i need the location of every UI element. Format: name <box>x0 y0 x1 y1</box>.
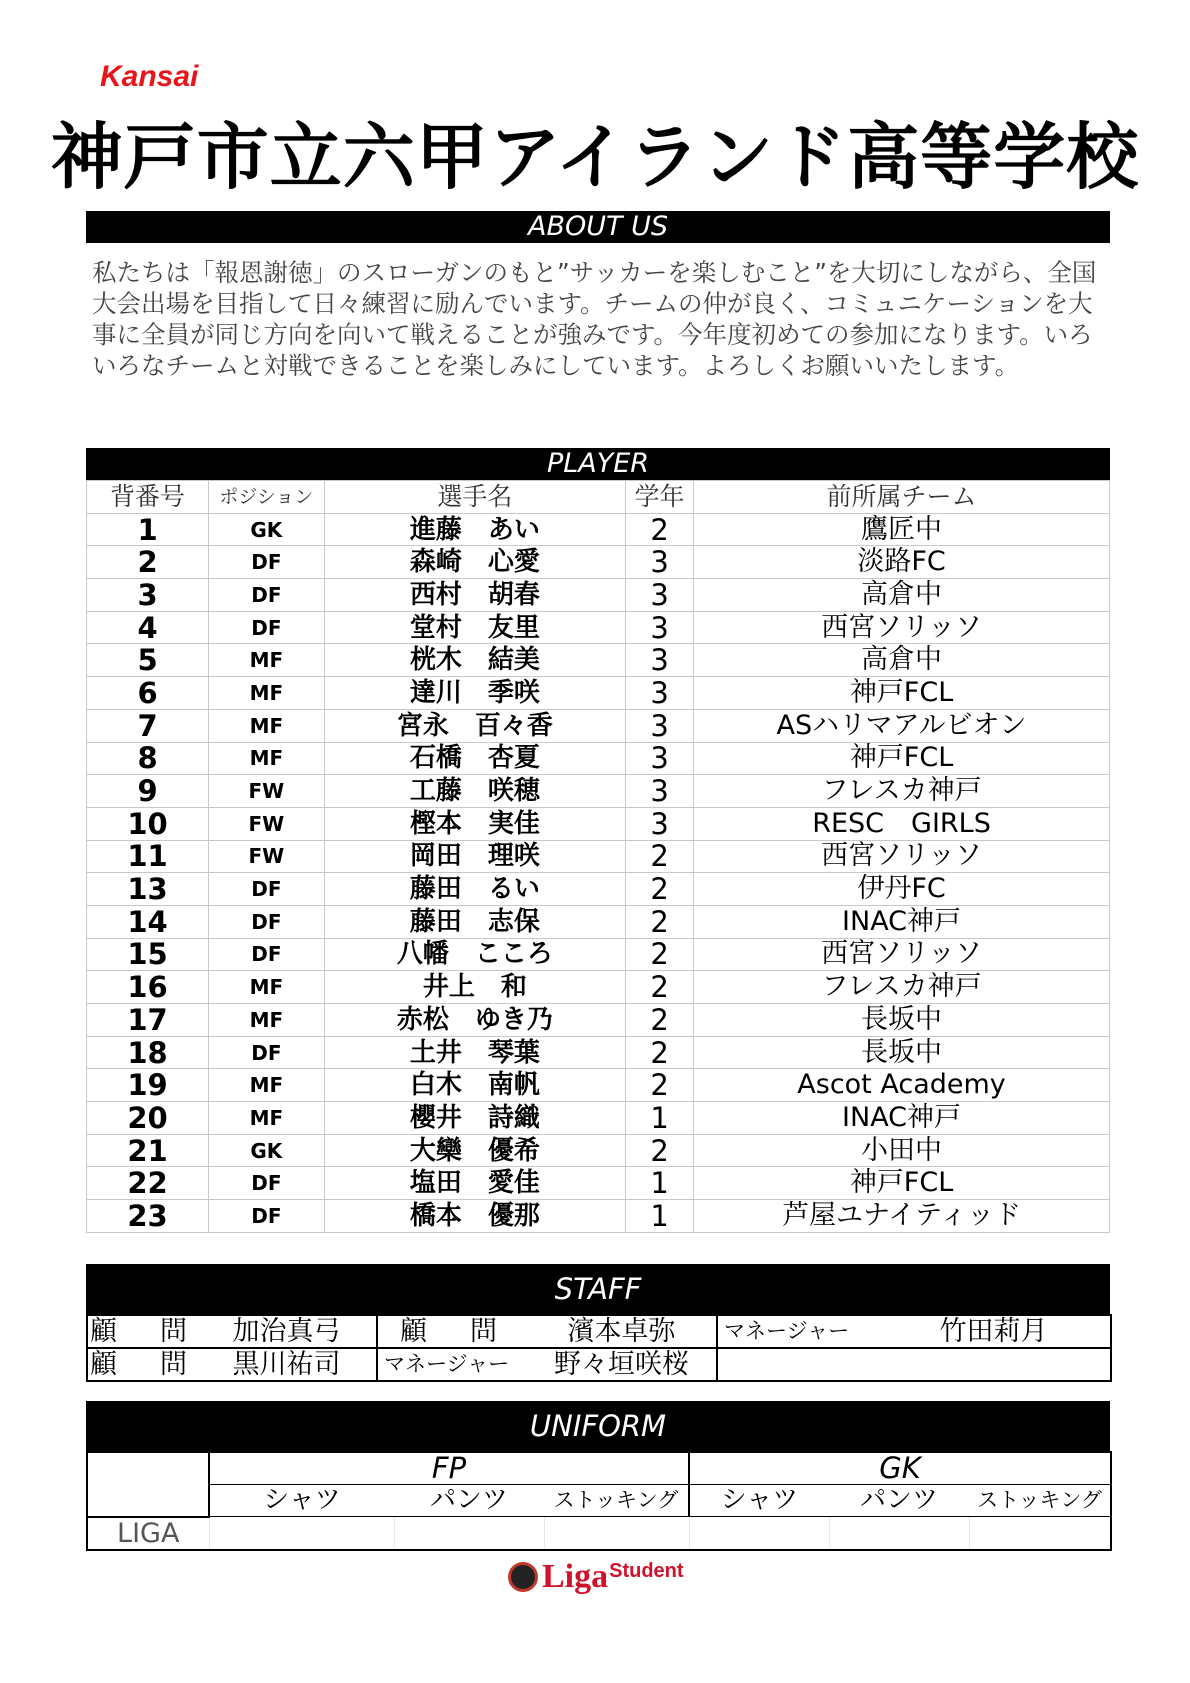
player-previous-team: 高倉中 <box>694 644 1110 677</box>
logo-liga-text: Liga <box>542 1558 609 1595</box>
player-name: 石橋 杏夏 <box>324 742 625 775</box>
player-name: 塩田 愛佳 <box>324 1167 625 1200</box>
player-position: DF <box>209 938 325 971</box>
uniform-row-label: LIGA <box>87 1517 209 1550</box>
player-grade: 1 <box>626 1102 694 1135</box>
player-number: 5 <box>87 644 209 677</box>
player-position: MF <box>209 677 325 710</box>
player-position: FW <box>209 775 325 808</box>
player-row <box>87 677 1110 710</box>
uniform-cell <box>544 1517 689 1550</box>
player-previous-team: ASハリマアルビオン <box>694 709 1110 742</box>
player-name: 工藤 咲穂 <box>324 775 625 808</box>
player-name: 宮永 百々香 <box>324 709 625 742</box>
player-position: GK <box>209 1134 325 1167</box>
player-row <box>87 775 1110 808</box>
player-name: 樫本 実佳 <box>324 807 625 840</box>
uniform-header: UNIFORM <box>86 1401 1110 1451</box>
uniform-item-shirt: シャツ <box>209 1485 394 1517</box>
player-previous-team: Ascot Academy <box>694 1069 1110 1102</box>
liga-student-logo <box>508 1560 684 1594</box>
logo-ball-icon <box>508 1562 538 1592</box>
player-row <box>87 644 1110 677</box>
player-number: 19 <box>87 1069 209 1102</box>
player-grade: 3 <box>626 579 694 612</box>
player-number: 22 <box>87 1167 209 1200</box>
school-name: 神戸市立六甲アイランド高等学校 <box>50 115 1140 199</box>
player-table-body <box>87 513 1110 1232</box>
player-grade: 2 <box>626 873 694 906</box>
player-name: 赤松 ゆき乃 <box>324 1004 625 1037</box>
player-name: 森崎 心愛 <box>324 546 625 579</box>
player-grade: 1 <box>626 1167 694 1200</box>
staff-header: STAFF <box>86 1264 1110 1314</box>
player-row <box>87 873 1110 906</box>
staff-role: 顧 問 <box>87 1348 197 1381</box>
player-number: 2 <box>87 546 209 579</box>
player-grade: 2 <box>626 513 694 546</box>
player-grade: 3 <box>626 709 694 742</box>
about-us-header: ABOUT US <box>86 211 1110 243</box>
player-row <box>87 611 1110 644</box>
staff-role: 顧 問 <box>377 1315 527 1348</box>
player-position: DF <box>209 1200 325 1233</box>
player-name: 藤田 るい <box>324 873 625 906</box>
player-name: 達川 季咲 <box>324 677 625 710</box>
col-header-name: 選手名 <box>324 481 625 514</box>
player-name: 堂村 友里 <box>324 611 625 644</box>
player-grade: 2 <box>626 1004 694 1037</box>
player-row <box>87 1004 1110 1037</box>
player-grade: 2 <box>626 971 694 1004</box>
player-position: MF <box>209 742 325 775</box>
staff-name: 竹田莉月 <box>877 1315 1111 1348</box>
player-previous-team: 西宮ソリッソ <box>694 840 1110 873</box>
col-header-number: 背番号 <box>87 481 209 514</box>
about-us-text: 私たちは「報恩謝徳」のスローガンのもと”サッカーを楽しむこと”を大切にしながら、全国大会出場を目指して日々練習に励んでいます。チームの仲が良く、コミュニケーションを大事に全員が同じ方向を向いて戦えることが強みです。今年度初めての参加になります。いろいろなチームと対戦できることを楽しみにしています。よろしくお願いいたします。 <box>92 258 1097 380</box>
player-number: 23 <box>87 1200 209 1233</box>
player-position: MF <box>209 1004 325 1037</box>
uniform-group-gk: GK <box>689 1452 1111 1485</box>
player-position: DF <box>209 546 325 579</box>
uniform-cell <box>689 1517 829 1550</box>
player-previous-team: 鷹匠中 <box>694 513 1110 546</box>
uniform-group-fp: FP <box>209 1452 689 1485</box>
player-number: 8 <box>87 742 209 775</box>
staff-table <box>86 1314 1112 1382</box>
uniform-item-pants: パンツ <box>860 1485 939 1515</box>
player-name: 井上 和 <box>324 971 625 1004</box>
player-position: DF <box>209 1036 325 1069</box>
player-grade: 3 <box>626 611 694 644</box>
player-grade: 3 <box>626 546 694 579</box>
player-position: MF <box>209 1069 325 1102</box>
player-position: GK <box>209 513 325 546</box>
region-label: Kansai <box>100 60 199 93</box>
player-row <box>87 1167 1110 1200</box>
player-name: 進藤 あい <box>324 513 625 546</box>
player-number: 4 <box>87 611 209 644</box>
player-number: 9 <box>87 775 209 808</box>
player-name: 大欒 優希 <box>324 1134 625 1167</box>
staff-name: 黒川祐司 <box>197 1348 377 1381</box>
player-position: DF <box>209 579 325 612</box>
col-header-previous-team: 前所属チーム <box>694 481 1110 514</box>
uniform-item-stockings: ストッキング <box>977 1488 1102 1512</box>
col-header-grade: 学年 <box>626 481 694 514</box>
staff-role <box>717 1348 877 1381</box>
uniform-cell <box>829 1517 969 1550</box>
player-number: 20 <box>87 1102 209 1135</box>
player-previous-team: 神戸FCL <box>694 742 1110 775</box>
player-table-header-row <box>87 481 1110 514</box>
player-number: 17 <box>87 1004 209 1037</box>
player-name: 白木 南帆 <box>324 1069 625 1102</box>
player-name: 藤田 志保 <box>324 905 625 938</box>
player-previous-team: 伊丹FC <box>694 873 1110 906</box>
staff-name: 加治真弓 <box>197 1315 377 1348</box>
player-grade: 2 <box>626 1036 694 1069</box>
player-grade: 3 <box>626 677 694 710</box>
player-row <box>87 742 1110 775</box>
player-row <box>87 1036 1110 1069</box>
player-row <box>87 840 1110 873</box>
uniform-cell <box>394 1517 544 1550</box>
player-number: 16 <box>87 971 209 1004</box>
player-grade: 2 <box>626 938 694 971</box>
uniform-cell <box>969 1517 1111 1550</box>
player-row <box>87 971 1110 1004</box>
player-number: 14 <box>87 905 209 938</box>
player-grade: 3 <box>626 775 694 808</box>
player-row <box>87 1102 1110 1135</box>
player-row <box>87 579 1110 612</box>
player-row <box>87 807 1110 840</box>
player-previous-team: INAC神戸 <box>694 1102 1110 1135</box>
uniform-item-stockings: ストッキング <box>553 1488 679 1512</box>
staff-name <box>877 1348 1111 1381</box>
player-position: DF <box>209 873 325 906</box>
player-row <box>87 905 1110 938</box>
player-grade: 3 <box>626 742 694 775</box>
player-grade: 2 <box>626 905 694 938</box>
player-position: FW <box>209 840 325 873</box>
staff-row <box>87 1348 1111 1381</box>
staff-role: マネージャー <box>717 1315 877 1348</box>
uniform-group-row <box>87 1452 1111 1485</box>
player-header: PLAYER <box>86 448 1110 480</box>
player-name: 橋本 優那 <box>324 1200 625 1233</box>
uniform-liga-row <box>87 1517 1111 1550</box>
staff-name: 野々垣咲桜 <box>527 1348 717 1381</box>
player-grade: 2 <box>626 840 694 873</box>
player-table <box>86 480 1110 1233</box>
player-previous-team: 西宮ソリッソ <box>694 938 1110 971</box>
player-name: 岡田 理咲 <box>324 840 625 873</box>
player-number: 6 <box>87 677 209 710</box>
player-number: 15 <box>87 938 209 971</box>
player-grade: 2 <box>626 1134 694 1167</box>
player-position: DF <box>209 905 325 938</box>
player-previous-team: 小田中 <box>694 1134 1110 1167</box>
player-previous-team: INAC神戸 <box>694 905 1110 938</box>
player-grade: 3 <box>626 807 694 840</box>
player-previous-team: RESC GIRLS <box>694 807 1110 840</box>
uniform-corner-cell <box>87 1452 209 1517</box>
player-name: 桄木 結美 <box>324 644 625 677</box>
player-previous-team: 西宮ソリッソ <box>694 611 1110 644</box>
player-row <box>87 938 1110 971</box>
player-number: 3 <box>87 579 209 612</box>
player-grade: 1 <box>626 1200 694 1233</box>
player-previous-team: フレスカ神戸 <box>694 775 1110 808</box>
player-row <box>87 709 1110 742</box>
staff-row <box>87 1315 1111 1348</box>
player-previous-team: 芦屋ユナイティッド <box>694 1200 1110 1233</box>
player-row <box>87 546 1110 579</box>
player-row <box>87 1069 1110 1102</box>
player-row <box>87 1200 1110 1233</box>
player-previous-team: 神戸FCL <box>694 677 1110 710</box>
player-number: 21 <box>87 1134 209 1167</box>
uniform-table <box>86 1451 1112 1551</box>
staff-role: 顧 問 <box>87 1315 197 1348</box>
player-position: MF <box>209 644 325 677</box>
player-number: 10 <box>87 807 209 840</box>
player-previous-team: 高倉中 <box>694 579 1110 612</box>
uniform-cell <box>209 1517 394 1550</box>
player-grade: 3 <box>626 644 694 677</box>
player-position: DF <box>209 611 325 644</box>
staff-name: 濱本卓弥 <box>527 1315 717 1348</box>
player-number: 1 <box>87 513 209 546</box>
player-number: 18 <box>87 1036 209 1069</box>
uniform-item-row <box>87 1485 1111 1517</box>
player-number: 13 <box>87 873 209 906</box>
player-number: 7 <box>87 709 209 742</box>
staff-role: マネージャー <box>377 1348 527 1381</box>
player-name: 櫻井 詩織 <box>324 1102 625 1135</box>
player-name: 西村 胡春 <box>324 579 625 612</box>
player-previous-team: 長坂中 <box>694 1036 1110 1069</box>
logo-student-text: Student <box>609 1560 684 1582</box>
uniform-item-shirt: シャツ <box>689 1485 829 1517</box>
uniform-item-pants: パンツ <box>429 1485 508 1515</box>
col-header-position: ポジション <box>209 481 325 514</box>
player-number: 11 <box>87 840 209 873</box>
player-position: MF <box>209 971 325 1004</box>
player-row <box>87 1134 1110 1167</box>
player-row <box>87 513 1110 546</box>
player-previous-team: フレスカ神戸 <box>694 971 1110 1004</box>
player-previous-team: 長坂中 <box>694 1004 1110 1037</box>
player-grade: 2 <box>626 1069 694 1102</box>
player-name: 土井 琴葉 <box>324 1036 625 1069</box>
player-position: FW <box>209 807 325 840</box>
player-position: DF <box>209 1167 325 1200</box>
player-previous-team: 淡路FC <box>694 546 1110 579</box>
player-position: MF <box>209 709 325 742</box>
player-name: 八幡 こころ <box>324 938 625 971</box>
player-previous-team: 神戸FCL <box>694 1167 1110 1200</box>
player-position: MF <box>209 1102 325 1135</box>
